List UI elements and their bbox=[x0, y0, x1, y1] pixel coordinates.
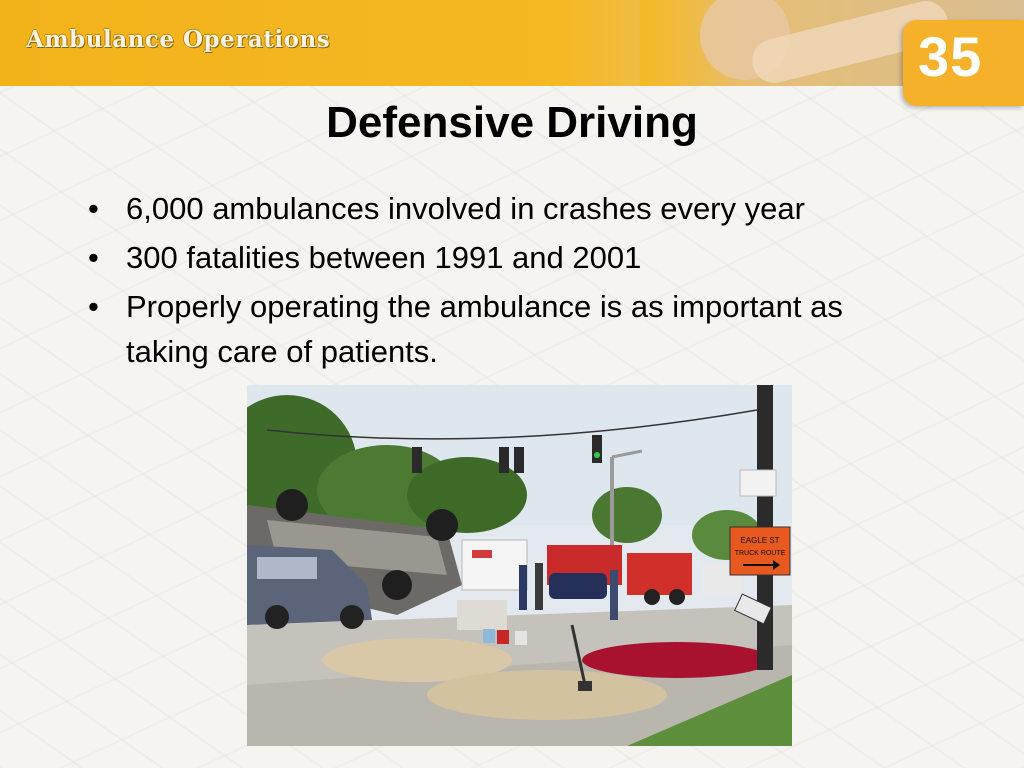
bullet-text: 6,000 ambulances involved in crashes every year bbox=[126, 191, 805, 226]
header-banner bbox=[0, 0, 1024, 86]
slide-title: Defensive Driving bbox=[326, 98, 698, 147]
bullet-icon: • bbox=[88, 191, 99, 226]
bullet-item bbox=[88, 186, 928, 231]
accident-scene-photo bbox=[247, 385, 792, 746]
bullet-icon: • bbox=[88, 289, 99, 324]
chapter-number: 35 bbox=[918, 25, 983, 88]
course-title: Ambulance Operations bbox=[26, 26, 331, 53]
bullet-item bbox=[88, 284, 928, 374]
bullet-list bbox=[88, 186, 928, 378]
bullet-text: 300 fatalities between 1991 and 2001 bbox=[126, 240, 642, 275]
sign-text-line1: EAGLE ST bbox=[740, 536, 780, 545]
bullet-item bbox=[88, 235, 928, 280]
bullet-icon: • bbox=[88, 240, 99, 275]
sign-text-line2: TRUCK ROUTE bbox=[734, 550, 786, 557]
accident-photo-illustration bbox=[247, 385, 792, 746]
bullet-text: Properly operating the ambulance is as important as taking care of patients. bbox=[126, 289, 843, 369]
